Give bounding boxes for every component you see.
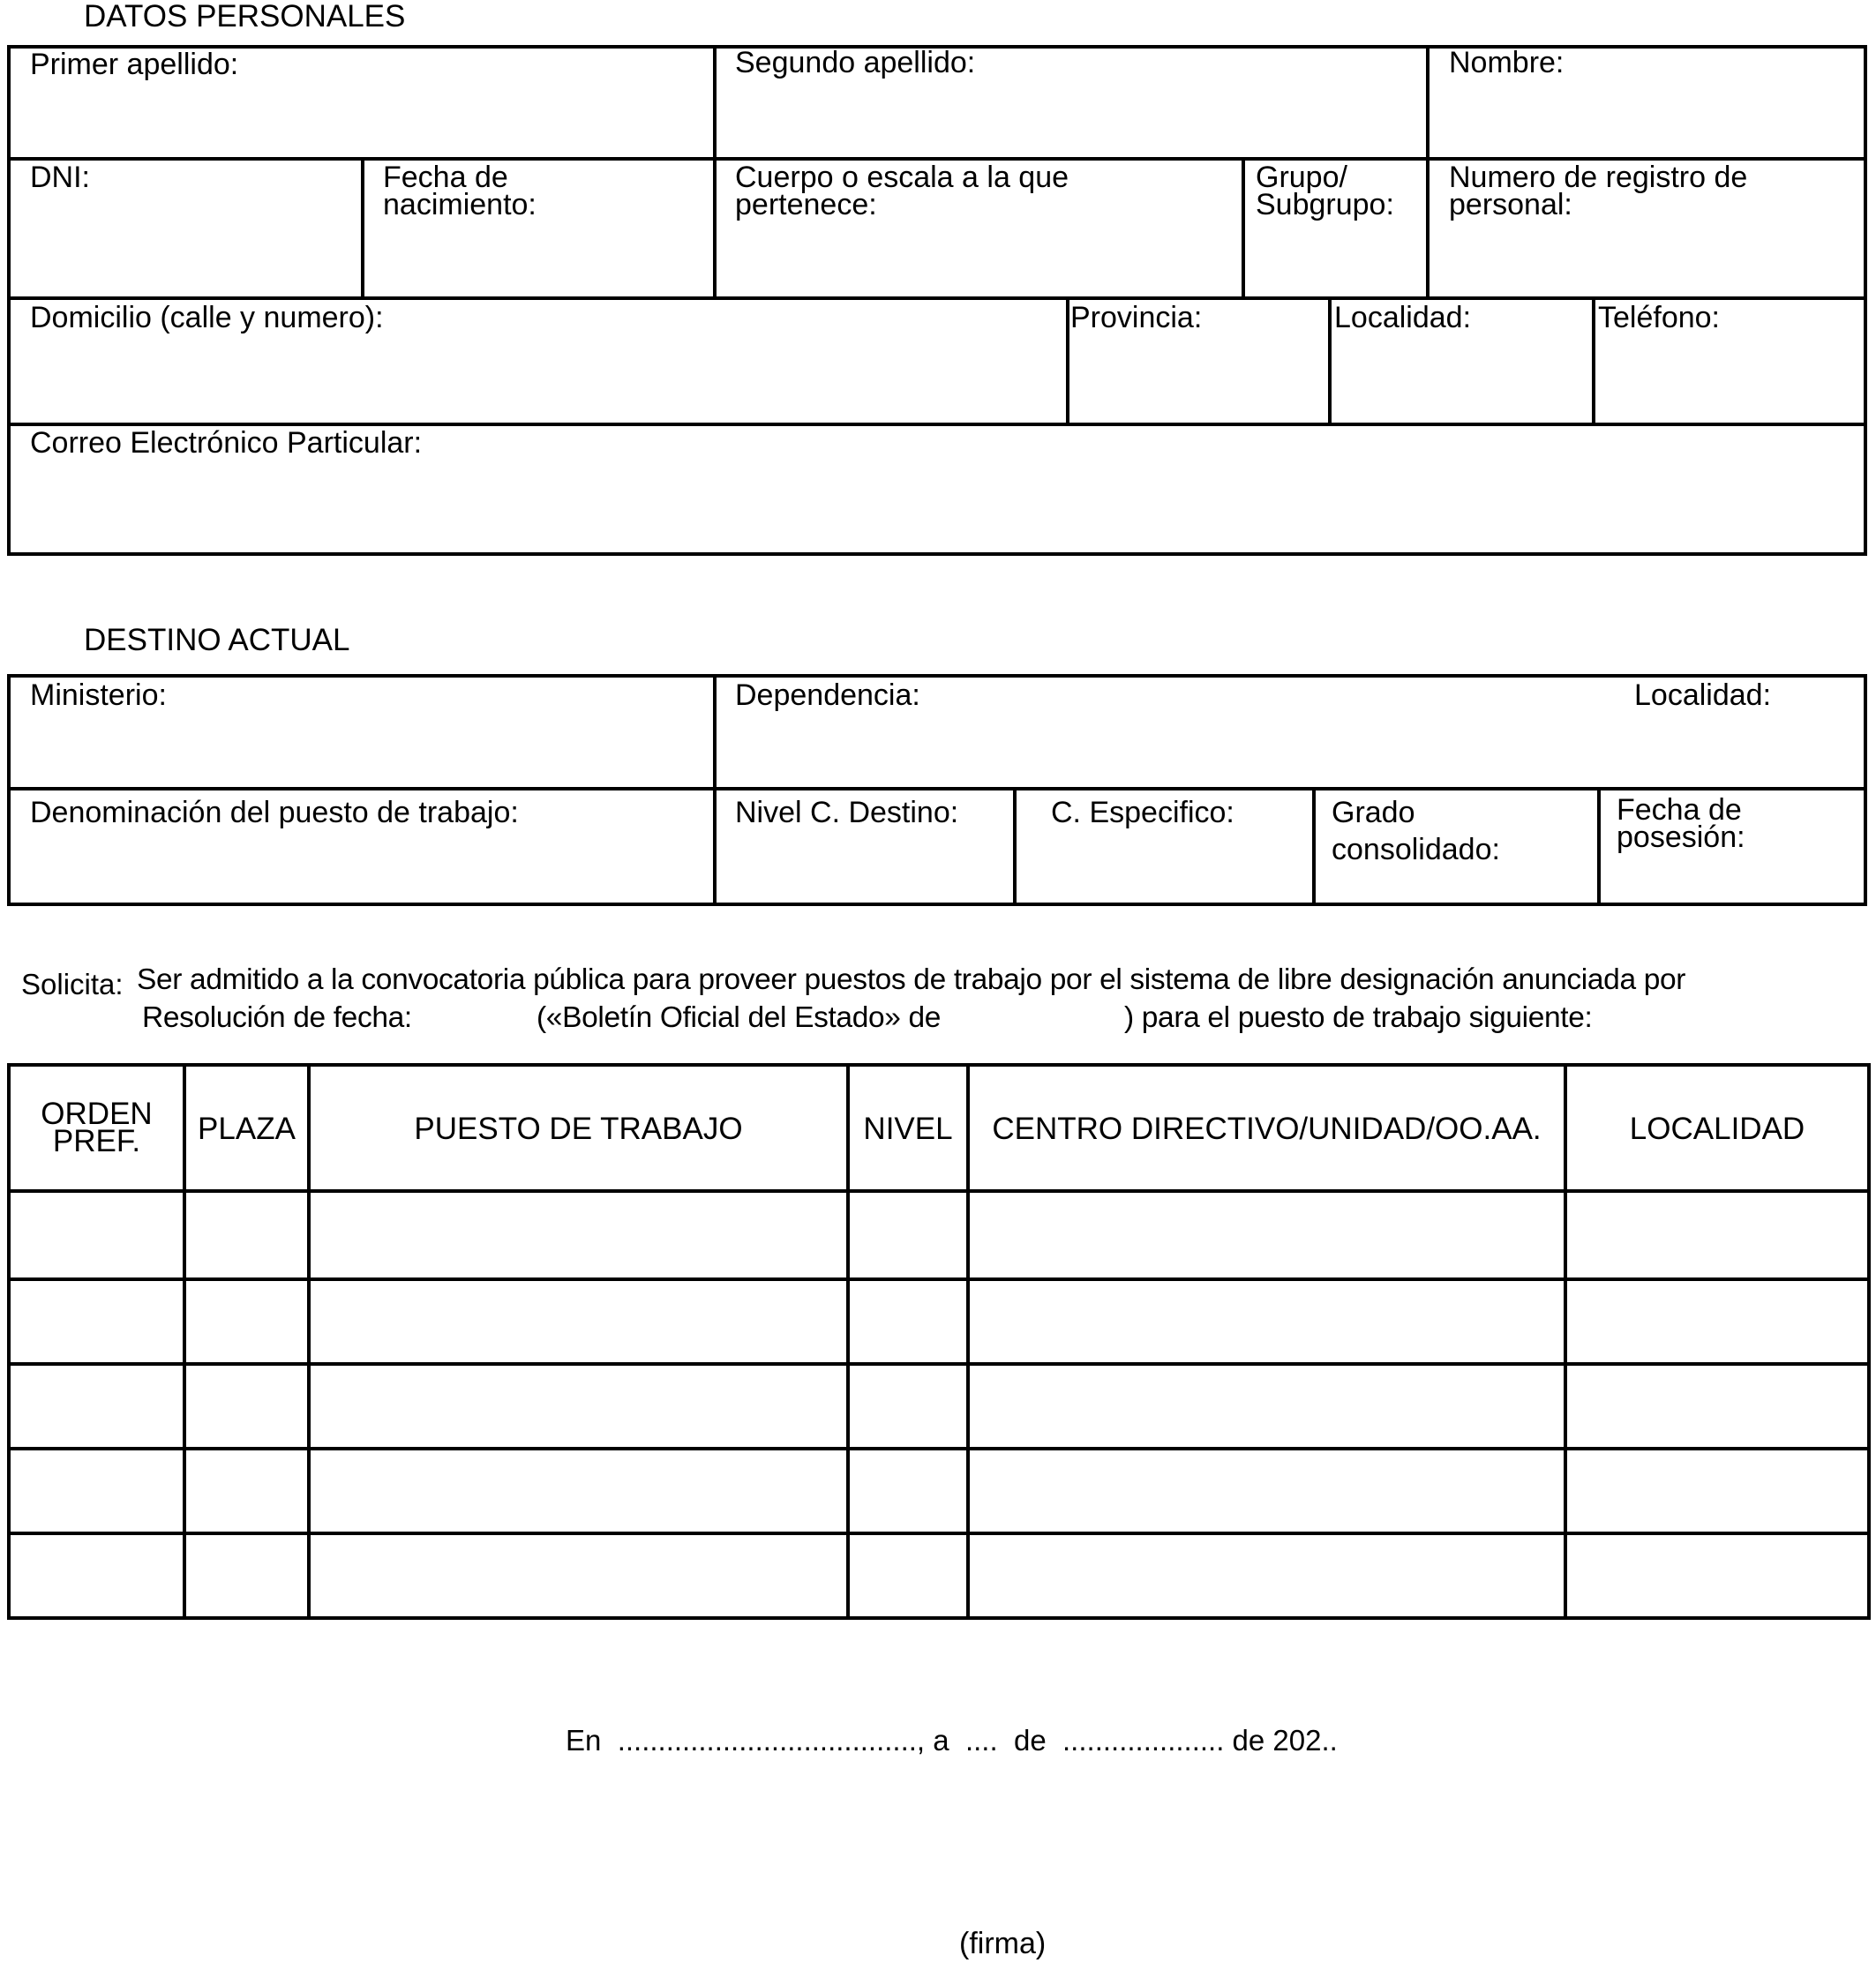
solicita-resolucion-label: Resolución de fecha: xyxy=(142,1001,412,1034)
label-localidad: Localidad: xyxy=(1334,301,1472,334)
label-nivel-destino: Nivel C. Destino: xyxy=(735,796,959,829)
table-row[interactable] xyxy=(11,1366,1867,1447)
header-orden-line2: PREF. xyxy=(52,1124,141,1158)
label-nrp-line2: personal: xyxy=(1449,188,1572,221)
label-nrp-line1: Numero de registro de xyxy=(1449,161,1748,194)
field-dependencia[interactable] xyxy=(735,678,920,712)
label-fecha-posesion-line2: posesión: xyxy=(1617,820,1745,854)
solicita-puesto-label: ) para el puesto de trabajo siguiente: xyxy=(1124,1001,1593,1034)
label-fecha-nacimiento-line1: Fecha de xyxy=(383,161,508,194)
field-provincia[interactable] xyxy=(1070,301,1203,334)
field-dni[interactable] xyxy=(30,161,90,194)
label-correo: Correo Electrónico Particular: xyxy=(30,426,423,460)
field-fecha-posesion[interactable] xyxy=(1617,793,1745,854)
label-grupo-line2: Subgrupo: xyxy=(1256,188,1394,221)
field-grupo-subgrupo[interactable] xyxy=(1256,161,1394,221)
frame-bottom xyxy=(7,552,1867,556)
label-telefono: Teléfono: xyxy=(1598,301,1720,334)
frame-right xyxy=(1864,45,1867,556)
solicita-label: Solicita: xyxy=(21,968,124,1000)
label-nombre: Nombre: xyxy=(1449,46,1565,79)
frame-top xyxy=(7,674,1867,678)
field-cuerpo-escala[interactable] xyxy=(735,161,1069,221)
column-header-puesto-trabajo: PUESTO DE TRABAJO xyxy=(414,1112,743,1146)
date-place-line: En ....................................., a .... de .................... de 202.. xyxy=(566,1724,1338,1757)
label-segundo-apellido: Segundo apellido: xyxy=(735,46,976,79)
table-border-top xyxy=(7,1063,1871,1067)
field-numero-registro-personal[interactable] xyxy=(1449,161,1748,221)
column-header-centro-directivo: CENTRO DIRECTIVO/UNIDAD/OO.AA. xyxy=(992,1112,1542,1146)
label-domicilio: Domicilio (calle y numero): xyxy=(30,301,384,334)
col-divider xyxy=(1242,157,1245,300)
col-divider xyxy=(361,157,364,300)
solicita-text-line1: Ser admitido a la convocatoria pública para proveer puestos de trabajo por el sistema de libre designación anunciada por xyxy=(137,963,1686,996)
col-divider xyxy=(713,45,717,300)
table-row[interactable] xyxy=(11,1450,1867,1532)
field-ministerio[interactable] xyxy=(30,678,167,712)
label-primer-apellido: Primer apellido: xyxy=(30,48,239,81)
field-telefono[interactable] xyxy=(1598,301,1720,334)
frame-left xyxy=(7,45,11,556)
label-cuerpo-line2: pertenece: xyxy=(735,188,877,221)
column-header-nivel: NIVEL xyxy=(863,1112,953,1146)
table-row[interactable] xyxy=(11,1535,1867,1616)
table-row[interactable] xyxy=(11,1281,1867,1362)
solicita-boe-label: («Boletín Oficial del Estado» de xyxy=(537,1001,942,1034)
col-divider xyxy=(1328,296,1332,426)
field-segundo-apellido[interactable] xyxy=(735,46,976,79)
label-grado-line2: consolidado: xyxy=(1332,833,1500,866)
field-correo-electronico[interactable] xyxy=(30,426,423,460)
field-nombre[interactable] xyxy=(1449,46,1565,79)
field-domicilio[interactable] xyxy=(30,301,384,334)
row-divider xyxy=(7,296,1867,300)
label-provincia: Provincia: xyxy=(1070,301,1203,334)
row-divider xyxy=(7,787,1867,790)
col-divider xyxy=(1013,787,1017,906)
field-localidad[interactable] xyxy=(1334,301,1472,334)
label-fecha-posesion-line1: Fecha de xyxy=(1617,793,1742,827)
label-grupo-line1: Grupo/ xyxy=(1256,161,1347,194)
label-dependencia: Dependencia: xyxy=(735,678,920,712)
col-divider xyxy=(1592,296,1595,426)
col-divider xyxy=(1066,296,1069,426)
col-divider xyxy=(1312,787,1316,906)
label-dni: DNI: xyxy=(30,161,90,194)
table-col-divider xyxy=(1867,1063,1871,1620)
label-ministerio: Ministerio: xyxy=(30,678,167,712)
table-border-bottom xyxy=(7,1616,1871,1620)
label-cuerpo-line1: Cuerpo o escala a la que xyxy=(735,161,1069,194)
field-primer-apellido[interactable] xyxy=(30,48,239,81)
field-grado-consolidado[interactable] xyxy=(1332,794,1500,868)
section-title-destino-actual: DESTINO ACTUAL xyxy=(84,623,350,657)
field-nivel-c-destino[interactable] xyxy=(735,796,959,829)
label-c-especifico: C. Especifico: xyxy=(1051,796,1234,829)
column-header-localidad: LOCALIDAD xyxy=(1629,1112,1805,1146)
field-c-especifico[interactable] xyxy=(1051,796,1234,829)
section-title-datos-personales: DATOS PERSONALES xyxy=(84,0,406,34)
field-denominacion-puesto[interactable] xyxy=(30,796,519,829)
frame-bottom xyxy=(7,903,1867,906)
col-divider xyxy=(1426,45,1430,300)
field-localidad-destino[interactable] xyxy=(1634,678,1772,712)
col-divider xyxy=(1597,787,1601,906)
signature-label: (firma) xyxy=(959,1927,1047,1960)
field-fecha-nacimiento[interactable] xyxy=(383,161,537,221)
label-denominacion: Denominación del puesto de trabajo: xyxy=(30,796,519,829)
column-header-plaza: PLAZA xyxy=(198,1112,296,1146)
col-divider xyxy=(713,674,717,906)
column-header-orden-pref xyxy=(11,1097,183,1158)
label-localidad-destino: Localidad: xyxy=(1634,678,1772,712)
table-row[interactable] xyxy=(11,1193,1867,1277)
header-orden-line1: ORDEN xyxy=(41,1097,153,1131)
label-grado-line1: Grado xyxy=(1332,796,1415,829)
label-fecha-nacimiento-line2: nacimiento: xyxy=(383,188,537,221)
